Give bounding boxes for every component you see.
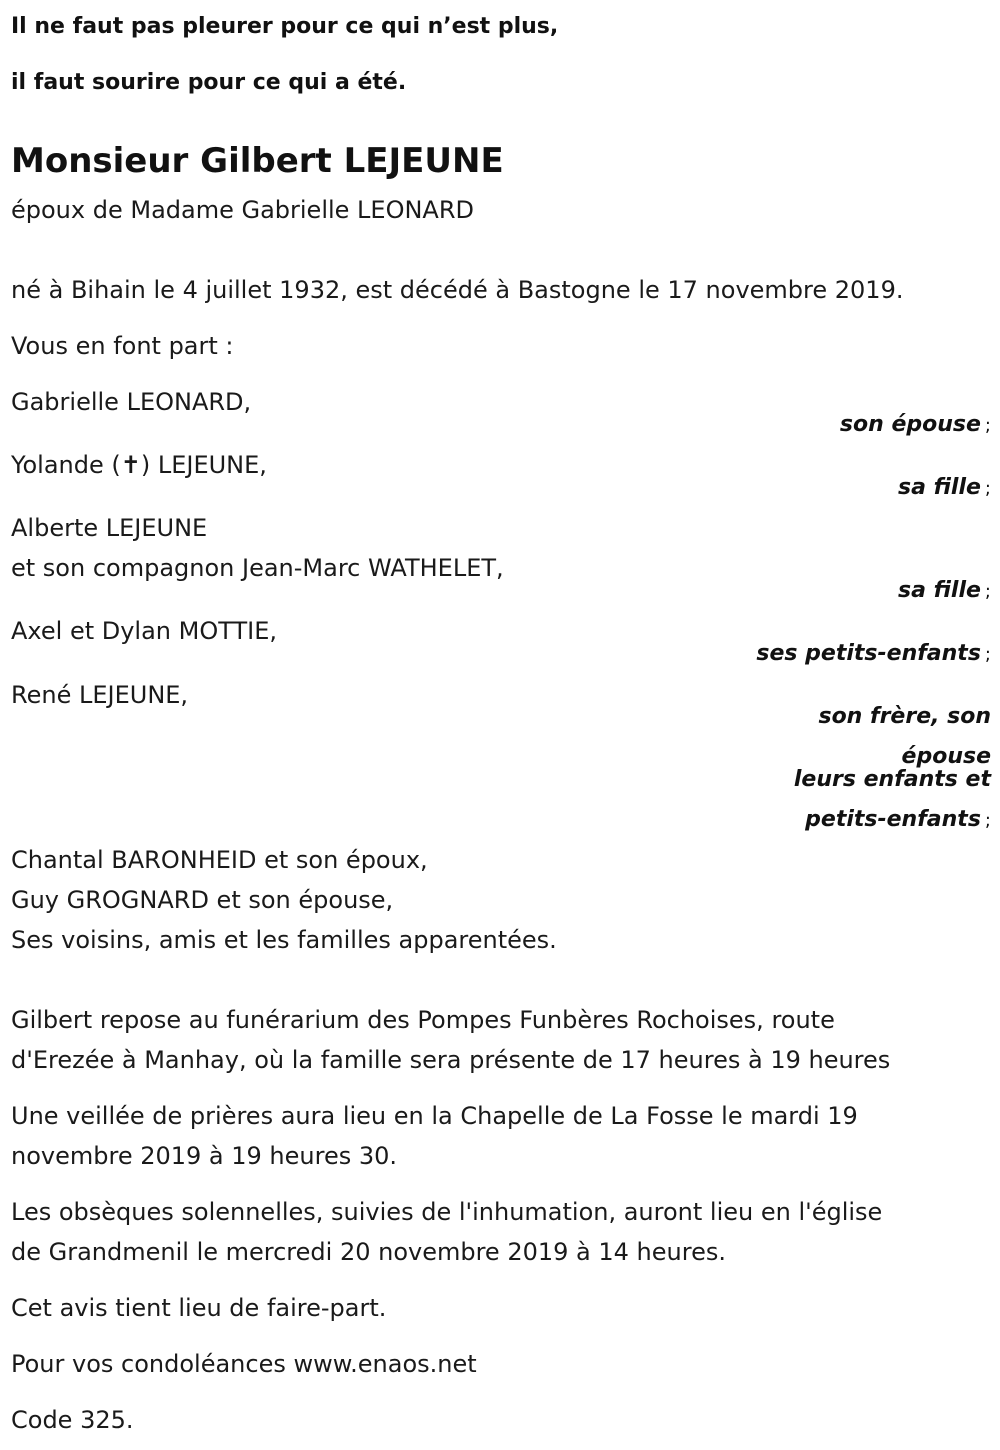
family-member-role-cont: épouse	[901, 744, 991, 769]
other-mourner: Chantal BARONHEID et son époux,	[11, 846, 428, 874]
funeral-line: Les obsèques solennelles, suivies de l'inhumation, auront lieu en l'église	[11, 1198, 883, 1226]
family-member-name: Yolande (✝) LEJEUNE,	[11, 451, 267, 479]
family-member-role: sa fille ;	[898, 475, 991, 500]
vigil-line: novembre 2019 à 19 heures 30.	[11, 1142, 398, 1170]
family-member-role-cont: leurs enfants et	[793, 767, 991, 792]
vigil-line: Une veillée de prières aura lieu en la Chapelle de La Fosse le mardi 19	[11, 1102, 858, 1130]
family-member-name: Gabrielle LEONARD,	[11, 388, 252, 416]
quote-line-2: il faut sourire pour ce qui a été.	[11, 70, 407, 95]
family-member-role: sa fille ;	[898, 578, 991, 603]
family-member-name: Alberte LEJEUNE	[11, 514, 208, 542]
family-member-role: son épouse ;	[839, 412, 991, 437]
birth-death-line: né à Bihain le 4 juillet 1932, est décédé à Bastogne le 17 novembre 2019.	[11, 276, 904, 304]
spouse-line: époux de Madame Gabrielle LEONARD	[11, 196, 475, 224]
family-member-name-cont: et son compagnon Jean-Marc WATHELET,	[11, 554, 504, 582]
other-mourner: Ses voisins, amis et les familles apparentées.	[11, 926, 557, 954]
family-member-name: Axel et Dylan MOTTIE,	[11, 617, 278, 645]
deceased-name: Monsieur Gilbert LEJEUNE	[11, 141, 504, 181]
obituary-notice	[11, 0, 991, 1450]
announcement-intro: Vous en font part :	[11, 332, 234, 360]
quote-line-1: Il ne faut pas pleurer pour ce qui n’est plus,	[11, 14, 559, 39]
notice-line: Cet avis tient lieu de faire-part.	[11, 1294, 387, 1322]
funerarium-line: d'Erezée à Manhay, où la famille sera présente de 17 heures à 19 heures	[11, 1046, 891, 1074]
funerarium-line: Gilbert repose au funérarium des Pompes Funbères Rochoises, route	[11, 1006, 835, 1034]
funeral-line: de Grandmenil le mercredi 20 novembre 2019 à 14 heures.	[11, 1238, 726, 1266]
family-member-role: son frère, son	[818, 704, 991, 729]
family-member-role-cont: petits-enfants ;	[805, 807, 991, 832]
condolences-line: Pour vos condoléances www.enaos.net	[11, 1350, 477, 1378]
family-member-role: ses petits-enfants ;	[756, 641, 991, 666]
family-member-name: René LEJEUNE,	[11, 681, 189, 709]
other-mourner: Guy GROGNARD et son épouse,	[11, 886, 394, 914]
code-line: Code 325.	[11, 1406, 134, 1434]
